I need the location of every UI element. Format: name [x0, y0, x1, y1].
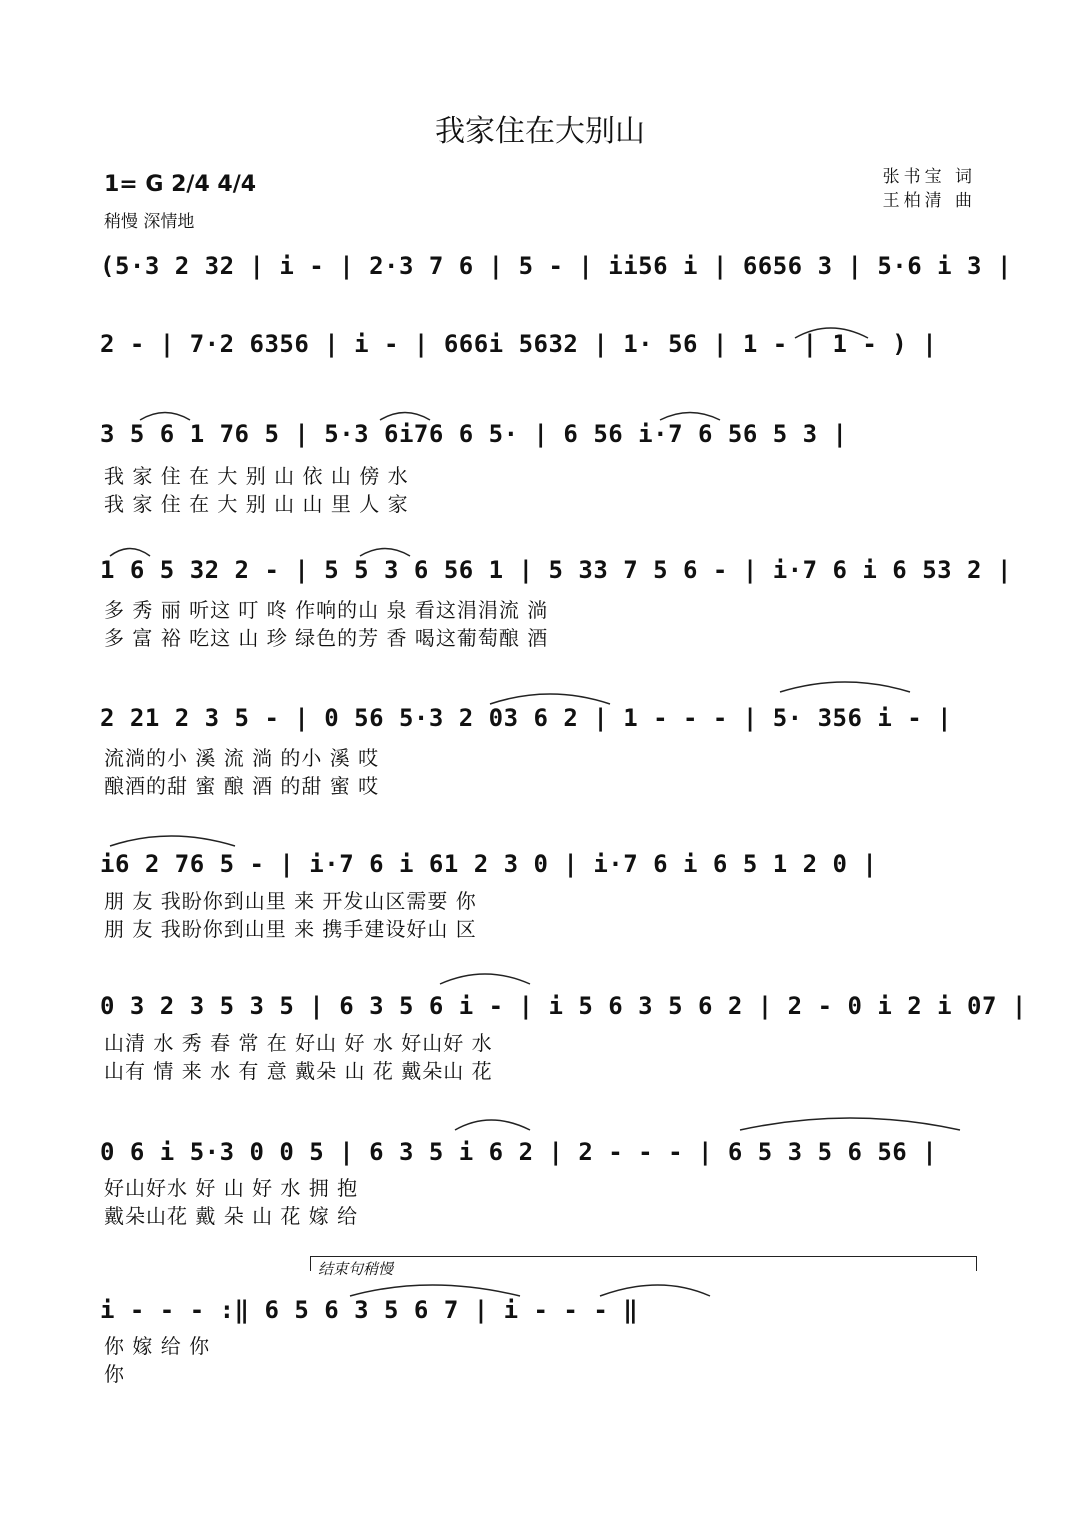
notation-line-2: 2 - | 7·2 6356 | i - | 666i 5632 | 1· 56 | 1 - | 1 - ) |: [100, 330, 938, 358]
notation-line-3: 3 5 6 1 76 5 | 5·3 6i76 6 5· | 6 56 i·7 6 56 5 3 |: [100, 420, 848, 448]
notation-line-6: i6 2 76 5 - | i·7 6 i 61 2 3 0 | i·7 6 i 6 5 1 2 0 |: [100, 850, 878, 878]
notation-line-9: i - - - :‖ 6 5 6 3 5 6 7 | i - - - ‖: [100, 1296, 639, 1324]
lyric-line-5b: 酿酒的甜 蜜 酿 酒 的甜 蜜 哎: [104, 774, 380, 798]
lyric-line-6a: 朋 友 我盼你到山里 来 开发山区需要 你: [104, 889, 477, 913]
lyric-line-4a: 多 秀 丽 听这 叮 咚 作响的山 泉 看这涓涓流 淌: [104, 598, 549, 622]
lyric-line-8a: 好山好水 好 山 好 水 拥 抱: [104, 1176, 359, 1200]
composer-credit: 王柏清 曲: [882, 191, 976, 211]
lyric-line-3b: 我 家 住 在 大 别 山 山 里 人 家: [104, 492, 409, 516]
notation-line-4: 1 6 5 32 2 - | 5 5 3 6 56 1 | 5 33 7 5 6 - | i·7 6 i 6 53 2 |: [100, 556, 1012, 584]
song-title: 我家住在大别山: [435, 114, 645, 149]
notation-line-5: 2 21 2 3 5 - | 0 56 5·3 2 03 6 2 | 1 - - - | 5· 356 i - |: [100, 704, 953, 732]
lyric-line-8b: 戴朵山花 戴 朵 山 花 嫁 给: [104, 1204, 359, 1228]
lyric-line-4b: 多 富 裕 吃这 山 珍 绿色的芳 香 喝这葡萄酿 酒: [104, 626, 549, 650]
lyric-line-7b: 山有 情 来 水 有 意 戴朵 山 花 戴朵山 花: [104, 1059, 493, 1083]
lyric-line-5a: 流淌的小 溪 流 淌 的小 溪 哎: [104, 746, 380, 770]
notation-line-7: 0 3 2 3 5 3 5 | 6 3 5 6 i - | i 5 6 3 5 6 2 | 2 - 0 i 2 i 07 |: [100, 992, 1027, 1020]
lyric-line-7a: 山清 水 秀 春 常 在 好山 好 水 好山好 水: [104, 1031, 493, 1055]
tempo-mark: 稍慢 深情地: [104, 212, 195, 232]
notation-line-8: 0 6 i 5·3 0 0 5 | 6 3 5 i 6 2 | 2 - - - | 6 5 3 5 6 56 |: [100, 1138, 938, 1166]
lyric-line-9a: 你 嫁 给 你: [104, 1334, 211, 1358]
notation-line-1: (5·3 2 32 | i - | 2·3 7 6 | 5 - | ii56 i | 6656 3 | 5·6 i 3 |: [100, 252, 1012, 280]
lyric-line-9b: 你: [104, 1362, 125, 1386]
lyric-line-6b: 朋 友 我盼你到山里 来 携手建设好山 区: [104, 917, 477, 941]
lyricist-credit: 张书宝 词: [882, 167, 976, 187]
lyric-line-3a: 我 家 住 在 大 别 山 依 山 傍 水: [104, 464, 409, 488]
ending-label: 结束句稍慢: [318, 1260, 394, 1278]
key-signature: 1= G 2/4 4/4: [104, 172, 257, 197]
